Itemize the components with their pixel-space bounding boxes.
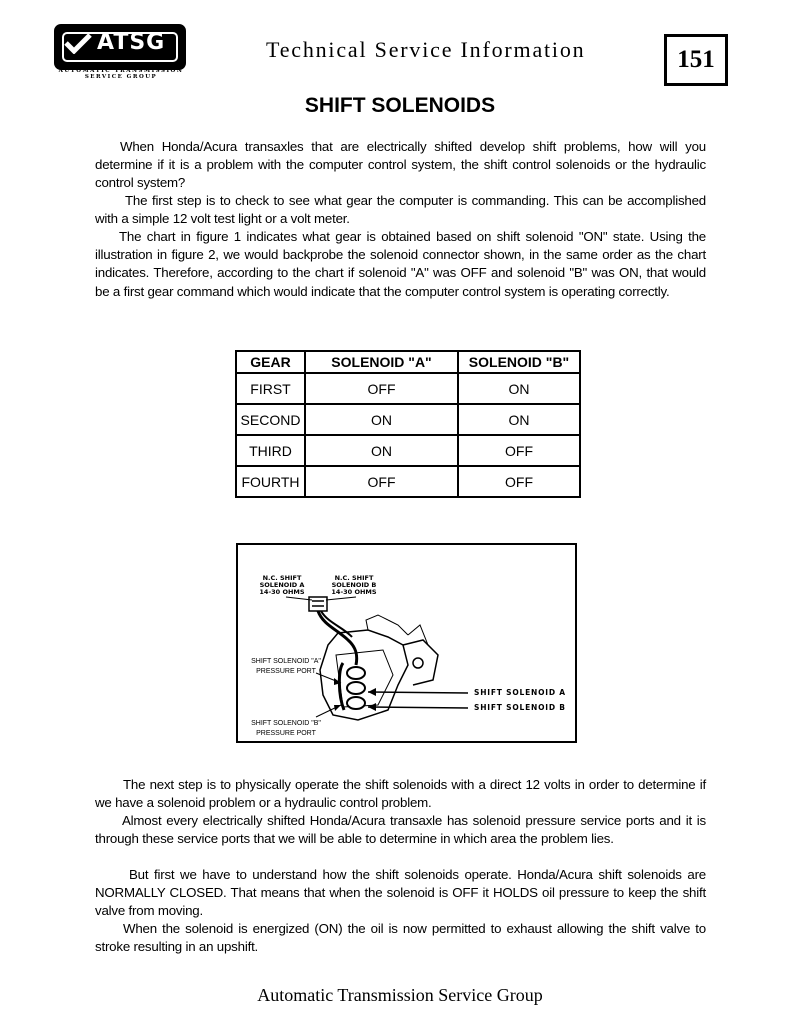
port-b-label: SHIFT SOLENOID "B" PRESSURE PORT: [251, 720, 321, 737]
table-cell: ON: [305, 404, 458, 435]
table-row: [236, 373, 580, 404]
paragraph: When Honda/Acura transaxles that are electrically shifted develop shift problems, how will you determine if it is a problem with the computer control system, the shift control solenoids or the hydraulic control system?: [95, 139, 706, 191]
arrow-label-b: SHIFT SOLENOID B: [474, 703, 566, 712]
logo-badge: [54, 24, 186, 70]
paragraph: The chart in figure 1 indicates what gear is obtained based on shift solenoid "ON" state. Using the illustration in figure 2, we would backprobe the solenoid connector shown, in the same order as the chart indicates. Therefore, according to the chart if solenoid "A" was OFF and solenoid "B" was ON, that would be a first gear command which would indicate that the computer control system is operating correctly.: [95, 229, 706, 299]
table-cell: SECOND: [236, 404, 305, 435]
page-number: 151: [664, 34, 728, 86]
table-cell: FOURTH: [236, 466, 305, 497]
gear-solenoid-table: [235, 350, 581, 498]
logo-subtext: AUTOMATIC TRANSMISSION SERVICE GROUP: [58, 68, 184, 80]
table-header-row: [236, 351, 580, 373]
solenoid-b-label: N.C. SHIFT SOLENOID B 14-30 OHMS: [331, 574, 377, 596]
column-header: GEAR: [236, 351, 305, 373]
column-header: SOLENOID "B": [458, 351, 580, 373]
paragraph: Almost every electrically shifted Honda/Acura transaxle has solenoid pressure service ports and it is through these service ports that we will be able to determine in which area the problem lies.: [95, 813, 706, 847]
table-cell: OFF: [458, 466, 580, 497]
header-title: Technical Service Information: [266, 37, 586, 62]
paragraph: The first step is to check to see what gear the computer is commanding. This can be accomplished with a simple 12 volt test light or a volt meter.: [95, 193, 706, 227]
column-header: SOLENOID "A": [305, 351, 458, 373]
arrow-label-a: SHIFT SOLENOID A: [474, 688, 566, 697]
document-title: SHIFT SOLENOIDS: [304, 94, 496, 117]
port-a-label: SHIFT SOLENOID "A" PRESSURE PORT: [251, 658, 321, 675]
table-row: [236, 466, 580, 497]
table-cell: ON: [458, 373, 580, 404]
logo-text: ATSG: [97, 30, 166, 55]
table-cell: THIRD: [236, 435, 305, 466]
table-cell: OFF: [458, 435, 580, 466]
paragraph: The next step is to physically operate the shift solenoids with a direct 12 volts in order to determine if we have a solenoid problem or a hydraulic control problem.: [95, 777, 706, 811]
table-row: [236, 404, 580, 435]
table-cell: ON: [305, 435, 458, 466]
paragraph: When the solenoid is energized (ON) the oil is now permitted to exhaust allowing the shift valve to stroke resulting in an upshift.: [95, 921, 706, 955]
solenoid-a-label: N.C. SHIFT SOLENOID A 14-30 OHMS: [259, 574, 305, 596]
table-cell: OFF: [305, 373, 458, 404]
solenoid-figure: [236, 543, 577, 743]
checkmark-icon: [63, 32, 93, 54]
table-cell: ON: [458, 404, 580, 435]
table-cell: FIRST: [236, 373, 305, 404]
footer-text: Automatic Transmission Service Group: [257, 985, 543, 1005]
atsg-logo: [46, 24, 196, 82]
table-row: [236, 435, 580, 466]
paragraph: But first we have to understand how the shift solenoids operate. Honda/Acura shift solenoids are NORMALLY CLOSED. That means that when the solenoid is OFF it HOLDS oil pressure to keep the shift valve from moving.: [95, 867, 706, 919]
table-cell: OFF: [305, 466, 458, 497]
